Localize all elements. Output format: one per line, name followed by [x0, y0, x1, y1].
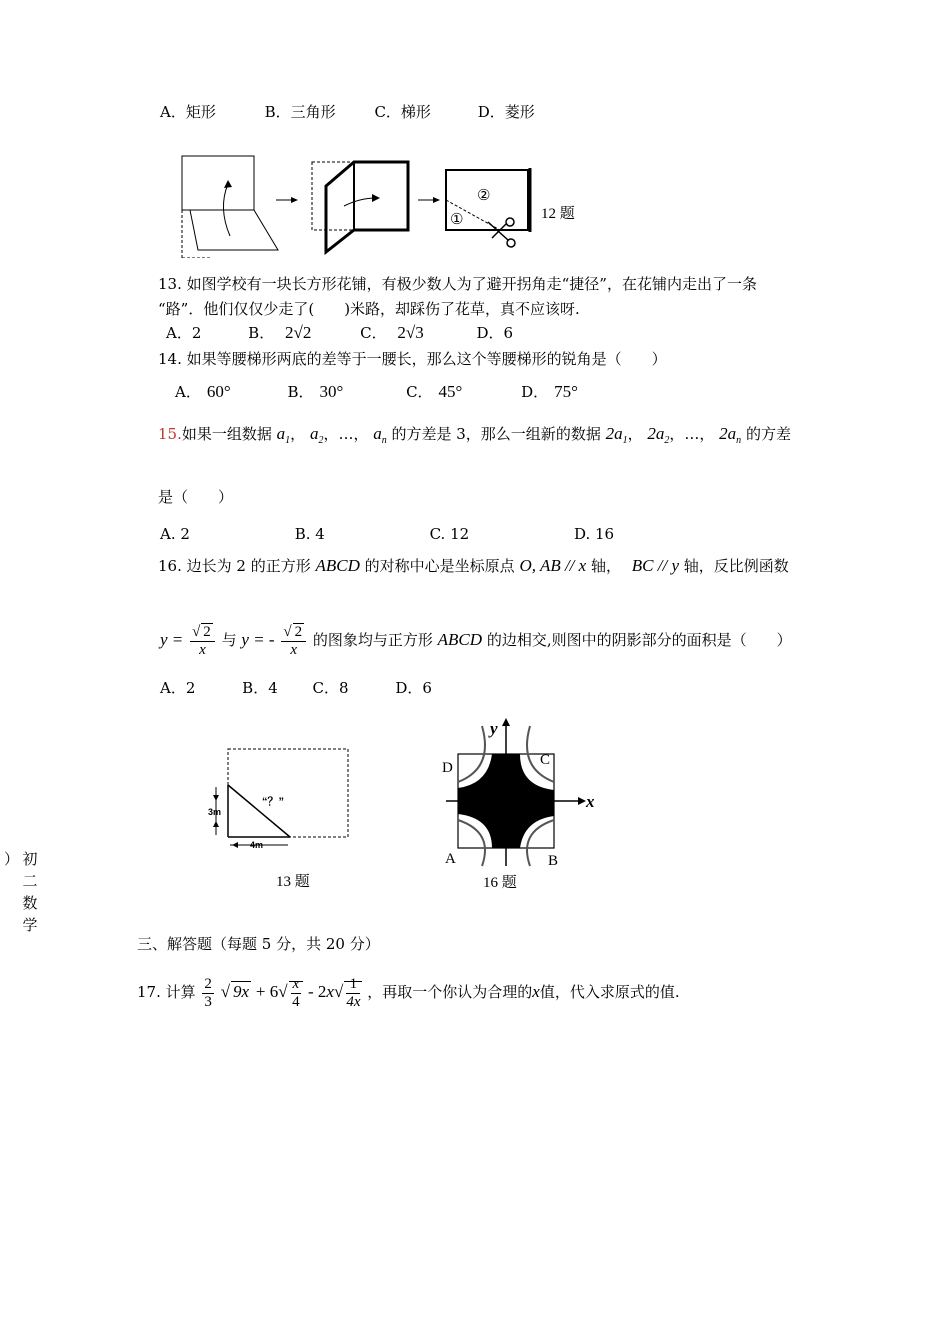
q13-option-a: A．2	[166, 324, 202, 342]
q15-options	[160, 524, 614, 544]
fig16-label-b: B	[548, 853, 559, 869]
q17-term2: √ $\frac{x}{4}$	[278, 982, 303, 1001]
q17-suffix: ，再取一个你认为合理的	[367, 983, 533, 1001]
q15-a2: $a_2$	[309, 424, 324, 446]
fig16-diagram	[438, 716, 598, 876]
q14-options	[175, 382, 578, 402]
section3-title: 三、解答题（每题 5 分，共 20 分）	[137, 935, 380, 953]
q12-option-b: B．三角形	[264, 103, 336, 121]
q15-option-d: D. 16	[573, 525, 615, 543]
q15-2a1: $2a_1$	[605, 424, 628, 446]
fig16-label-o: O	[488, 805, 500, 822]
q17-term3: √ $\frac{1}{4x}$	[333, 975, 361, 1010]
q16-option-a: A．2	[160, 679, 196, 697]
q15-2an: $2a_n$	[719, 424, 742, 446]
q13-option-b: B．	[248, 324, 275, 342]
fig13-label-question: “？”	[262, 796, 284, 808]
q14-option-a-letter: A．	[175, 383, 201, 401]
q12-caption: 12 题	[541, 206, 575, 222]
fig16-label-a: A	[445, 851, 456, 867]
q15-a1: $a_1$	[276, 424, 291, 446]
q15-text2: 的方差是 3，那么一组新的数据	[391, 425, 601, 443]
q13-options	[166, 323, 513, 343]
q12-label-2: ②	[477, 186, 491, 204]
q16-option-d: D．6	[395, 679, 432, 697]
q17-xvar: x	[532, 982, 540, 1001]
margin-note-3: 数	[22, 894, 38, 912]
margin-note-2: 二	[22, 872, 38, 890]
fig16-label-c: C	[540, 752, 551, 768]
q12-figure	[170, 148, 570, 258]
fig13-diagram	[200, 745, 360, 855]
fig16-label-d: D	[442, 760, 453, 776]
q12-option-c: C．梯形	[374, 103, 431, 121]
q12-label-1: ①	[450, 210, 464, 228]
q12-option-d: D．菱形	[477, 103, 535, 121]
fig13-caption: 13 题	[276, 874, 310, 890]
q15-number: 15.	[158, 425, 182, 443]
q13-option-c: C．	[360, 324, 387, 342]
q17-frac-2-3: $\frac{2}{3}$	[204, 975, 212, 1010]
q12-option-a: A．矩形	[160, 103, 216, 121]
margin-note	[4, 848, 42, 936]
q13-option-c-value: 2√3	[397, 323, 424, 342]
q17-suffix2: 值，代入求原式的值.	[539, 983, 680, 1001]
margin-note-4: 学	[22, 916, 38, 934]
q16-line1	[158, 556, 789, 576]
q14-option-a-value: 60°	[206, 382, 231, 401]
q16-text1: 16. 边长为 2 的正方形	[158, 557, 311, 575]
fig16-caption: 16 题	[483, 875, 517, 891]
q16-options	[160, 678, 432, 698]
q16-text2: 的对称中心是坐标原点	[364, 557, 515, 575]
q13-option-b-value: 2√2	[284, 323, 312, 342]
margin-note-0: ）	[4, 850, 20, 868]
q15-option-a: A. 2	[160, 525, 190, 543]
q16-func2-frac: $\frac{√ 2}{x}$	[281, 624, 306, 659]
q16-func1-frac: $\frac{√ 2}{x}$	[190, 624, 215, 659]
q16-abcd: ABCD	[315, 556, 360, 575]
q15-text1: 如果一组数据	[181, 425, 272, 443]
q17-minus: - 2x	[308, 982, 334, 1001]
scissors-icon	[488, 218, 515, 247]
q16-text5: 与	[221, 631, 237, 649]
q15-line1: 15.如果一组数据 $a_1$， $a_2$，…， $a_n$ 的方差是 3，那么一组新的数据 $2a_1$， $2a_2$，…， $2a_n$ 的方差	[158, 424, 791, 446]
q15-option-b: B. 4	[294, 525, 325, 543]
q16-text7: 的边相交,则图中的阴影部分的面积是（ ）	[486, 631, 792, 649]
q15-2a2: $2a_2$	[647, 424, 670, 446]
fig16-label-y: y	[490, 719, 498, 738]
q16-option-b: B．4	[242, 679, 278, 697]
q13-option-d: D．6	[476, 324, 514, 342]
q17-prefix: 17. 计算	[137, 983, 196, 1001]
q15-text3: 的方差	[745, 425, 791, 443]
margin-note-1: 初	[22, 850, 38, 868]
q15-option-c: C. 12	[429, 525, 470, 543]
q13-line1: 13. 如图学校有一块长方形花铺，有极少数人为了避开拐角走“捷径”，在花铺内走出了一条	[158, 275, 757, 293]
q13-line2: “路”．他们仅仅少走了( )米路，却踩伤了花草，真不应该呀.	[158, 300, 580, 318]
q16-line2	[160, 620, 792, 660]
fig13-label-3m: 3m	[208, 807, 222, 817]
q16-func2-lhs: y = -	[241, 630, 275, 649]
q16-cond2: BC // y	[631, 556, 679, 575]
q15-an: $a_n$	[373, 424, 387, 446]
q14-option-c-value: 45°	[438, 382, 463, 401]
q16-text4: 轴，反比例函数	[683, 557, 789, 575]
q14-option-d-letter: D．	[521, 383, 549, 401]
q17-line	[137, 970, 680, 1014]
q14-option-b-letter: B．	[287, 383, 314, 401]
q15-tail: 是（ ）	[158, 488, 234, 506]
q14-option-b-value: 30°	[319, 382, 344, 401]
q16-option-c: C．8	[312, 679, 349, 697]
fig13-label-4m: 4m	[250, 840, 264, 850]
q16-abcd-2: ABCD	[437, 630, 483, 649]
q17-plus: + 6	[255, 982, 279, 1001]
q16-text3: 轴，	[590, 557, 621, 575]
q14-option-d-value: 75°	[554, 382, 578, 401]
q16-func1-lhs: y =	[160, 630, 184, 649]
q12-options	[160, 102, 535, 122]
q14-option-c-letter: C．	[406, 383, 433, 401]
q17-term1: √ 9x	[220, 982, 250, 1001]
fig16-label-x: x	[586, 792, 595, 811]
q14-stem: 14. 如果等腰梯形两底的差等于一腰长，那么这个等腰梯形的锐角是（ ）	[158, 350, 667, 368]
q16-cond1: O, AB // x	[519, 556, 587, 575]
q16-text6: 的图象均与正方形	[312, 631, 433, 649]
